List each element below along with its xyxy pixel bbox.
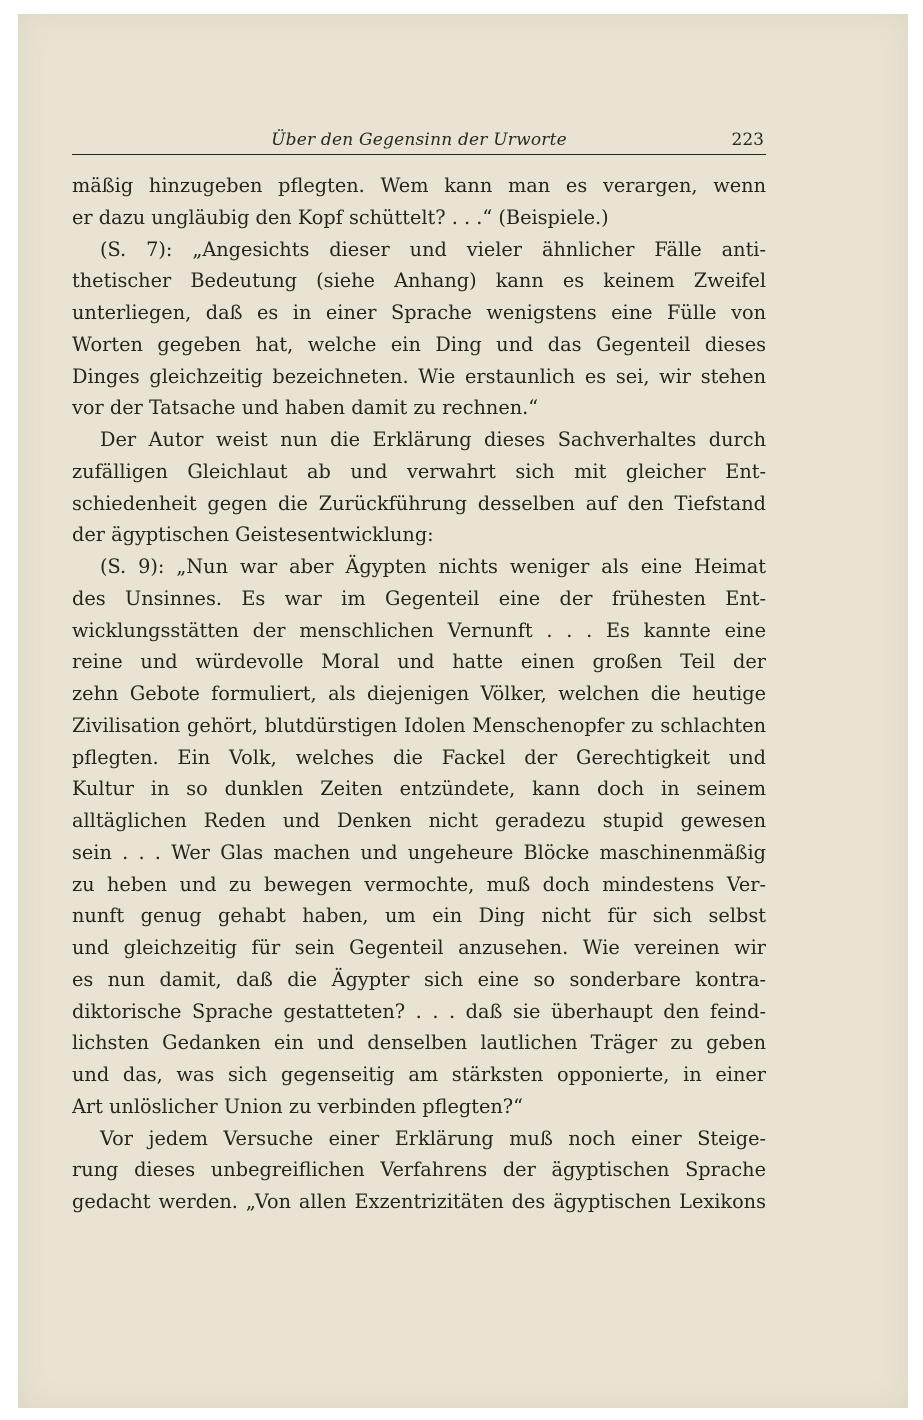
text-line: unterliegen, daß es in einer Sprache wenigstens eine Fülle von [72,301,766,324]
text-line: (S. 9): „Nun war aber Ägypten nichts weniger als eine Heimat [100,555,766,578]
text-line: nunft genug gehabt haben, um ein Ding nicht für sich selbst [72,904,766,928]
text-line: zehn Gebote formuliert, als diejenigen Völker, welchen die heutige [72,682,766,705]
text-line: Zivilisation gehört, blutdürstigen Idolen Menschenopfer zu schlachten [72,713,766,737]
text-line: diktorische Sprache gestatteten? . . . daß sie überhaupt den feind- [72,999,766,1023]
text-line: Der Autor weist nun die Erklärung dieses Sachverhaltes durch [100,428,766,451]
text-line: thetischer Bedeutung (siehe Anhang) kann es keinem Zweifel [72,269,766,293]
text-line: reine und würdevolle Moral und hatte einen großen Teil der [72,650,766,674]
text-line: der ägyptischen Geistesentwicklung: [72,523,434,547]
text-line: mäßig hinzugeben pflegten. Wem kann man es verargen, wenn [72,174,766,197]
running-header [72,128,766,155]
text-line: es nun damit, daß die Ägypter sich eine so sonderbare kontra- [72,967,766,991]
text-line: des Unsinnes. Es war im Gegenteil eine der frühesten Ent- [72,586,766,610]
text-line: er dazu ungläubig den Kopf schüttelt? . . .“ (Beispiele.) [72,205,609,229]
text-line: schiedenheit gegen die Zurückführung desselben auf den Tiefstand [72,491,766,515]
text-line: Vor jedem Versuche einer Erklärung muß noch einer Steige- [100,1126,766,1150]
text-line: pflegten. Ein Volk, welches die Fackel der Gerechtigkeit und [72,745,766,769]
text-line: Dinges gleichzeitig bezeichneten. Wie erstaunlich es sei, wir stehen [72,364,766,388]
page-number: 223 [731,130,764,150]
text-line: vor der Tatsache und haben damit zu rechnen.“ [72,396,539,420]
text-line: zufälligen Gleichlaut ab und verwahrt sich mit gleicher Ent- [72,459,766,483]
text-line: gedacht werden. „Von allen Exzentrizitäten des ägyptischen Lexikons [72,1190,766,1213]
text-line: und gleichzeitig für sein Gegenteil anzusehen. Wie vereinen wir [72,936,766,959]
text-line: zu heben und zu bewegen vermochte, muß doch mindestens Ver- [72,872,766,896]
text-line: Art unlöslicher Union zu verbinden pflegten?“ [72,1094,524,1118]
running-title: Über den Gegensinn der Urworte [271,130,567,150]
text-line: und das, was sich gegenseitig am stärksten opponierte, in einer [72,1063,766,1086]
text-line: (S. 7): „Angesichts dieser und vieler ähnlicher Fälle anti- [100,237,766,261]
text-line: alltäglichen Reden und Denken nicht geradezu stupid gewesen [72,809,766,832]
text-line: wicklungsstätten der menschlichen Vernunft . . . Es kannte eine [72,618,766,642]
text-line: sein . . . Wer Glas machen und ungeheure Blöcke maschinenmäßig [72,840,766,864]
text-line: Kultur in so dunklen Zeiten entzündete, kann doch in seinem [72,777,766,801]
body-text [72,170,766,1218]
text-line: rung dieses unbegreiflichen Verfahrens der ägyptischen Sprache [72,1158,766,1182]
text-line: Worten gegeben hat, welche ein Ding und das Gegenteil dieses [72,332,766,356]
text-line: lichsten Gedanken ein und denselben lautlichen Träger zu geben [72,1031,766,1055]
